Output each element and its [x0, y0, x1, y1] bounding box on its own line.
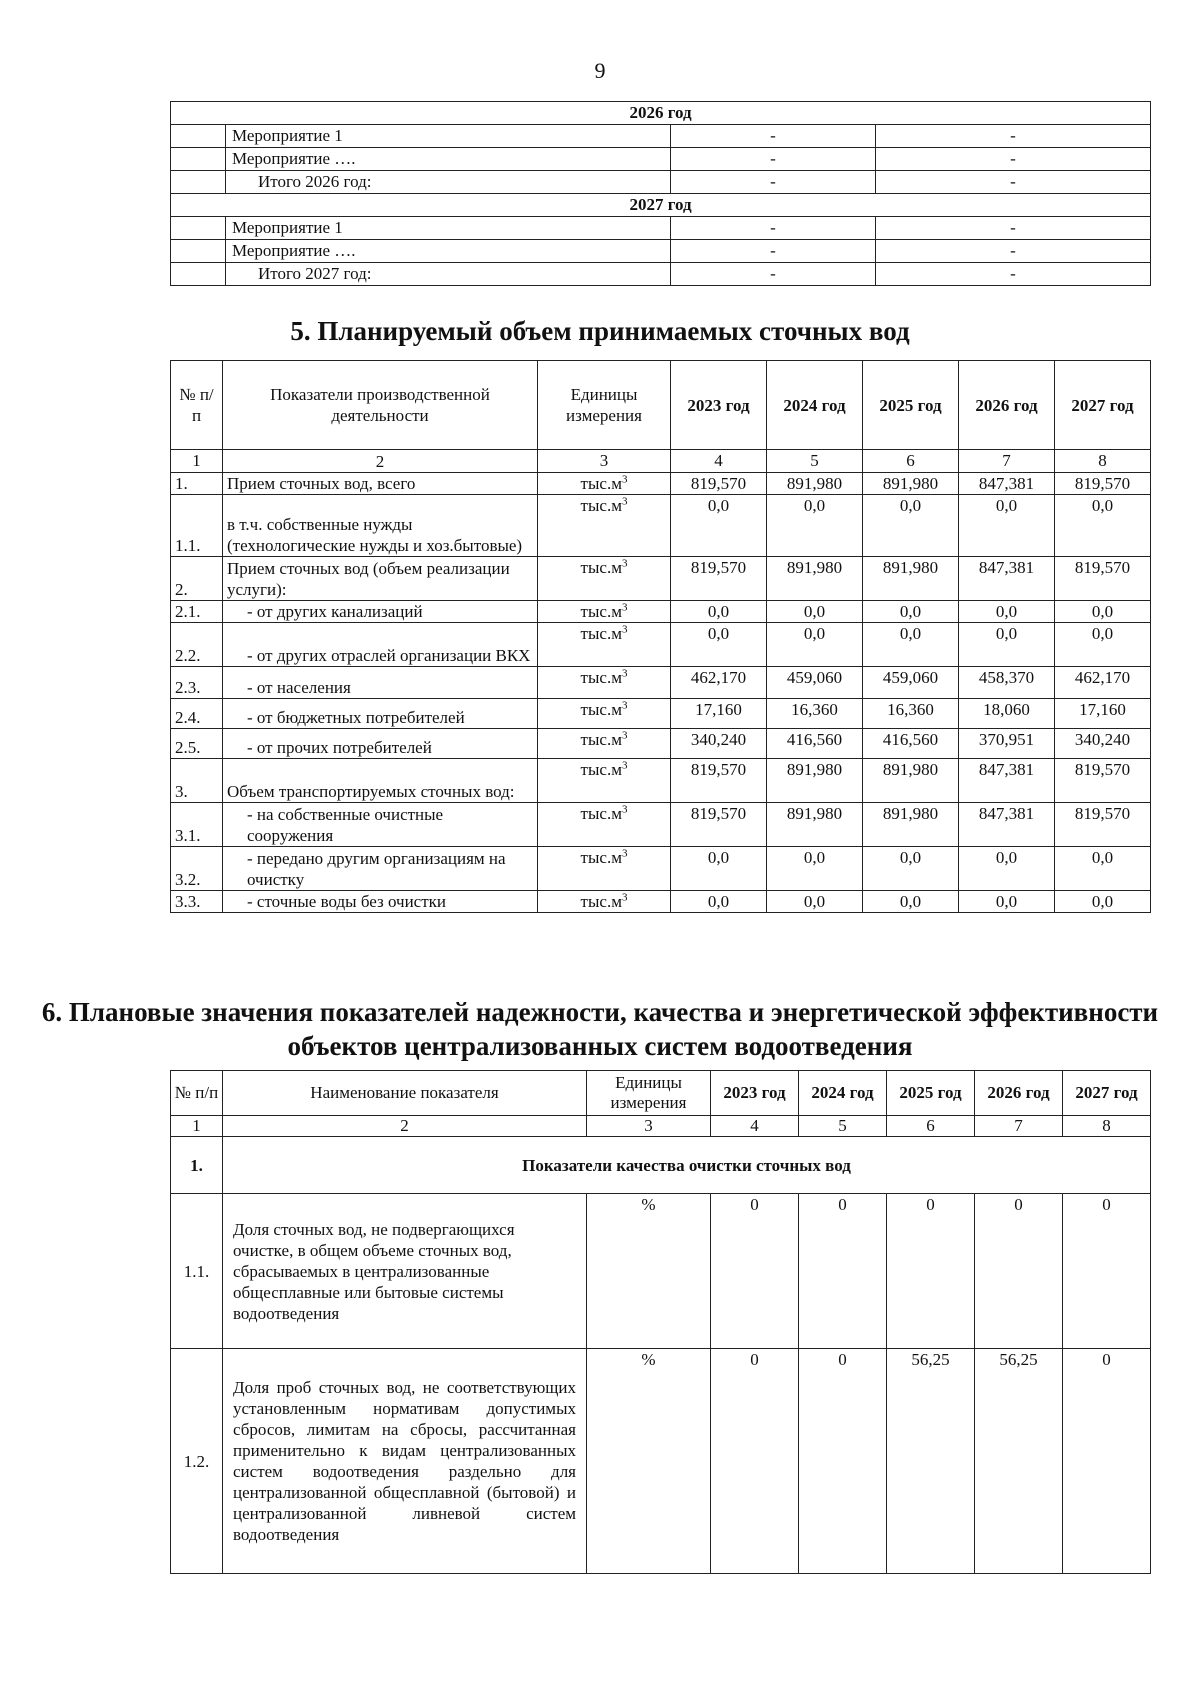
row-number: 1.2.: [171, 1349, 223, 1574]
value-cell: 16,360: [767, 699, 863, 729]
value-cell: 459,060: [863, 667, 959, 699]
value-cell: 0,0: [1055, 495, 1151, 557]
header-cell: № п/п: [171, 1071, 223, 1116]
indicator-label: - сточные воды без очистки: [223, 891, 538, 913]
column-number: 6: [887, 1116, 975, 1137]
value-cell: 819,570: [1055, 759, 1151, 803]
value-cell: 0,0: [863, 847, 959, 891]
table-row: [171, 240, 1151, 263]
column-number: 6: [863, 450, 959, 473]
table-row: [171, 803, 1151, 847]
table-header-row: [171, 1071, 1151, 1116]
table-row: [171, 495, 1151, 557]
unit-cell: [538, 495, 671, 557]
measures-table: [170, 101, 1151, 286]
unit-text: тыс.м: [580, 624, 622, 643]
table-row: [171, 729, 1151, 759]
unit-text: тыс.м: [580, 700, 622, 719]
measure-name: Мероприятие ….: [226, 240, 671, 263]
value-cell: 0,0: [863, 891, 959, 913]
value-cell: 16,360: [863, 699, 959, 729]
unit-exponent: 3: [621, 891, 628, 904]
value-cell: 18,060: [959, 699, 1055, 729]
indicators-table: [170, 1070, 1151, 1574]
value-cell: 0: [975, 1194, 1063, 1349]
table-row: [171, 1349, 1151, 1574]
value-cell: 0: [887, 1194, 975, 1349]
table-row: [171, 557, 1151, 601]
measure-name: Мероприятие 1: [226, 125, 671, 148]
header-cell: 2024 год: [767, 361, 863, 450]
value-cell: 891,980: [767, 803, 863, 847]
column-number-row: [171, 450, 1151, 473]
year-header-row: [171, 194, 1151, 217]
row-number: 2.: [171, 557, 223, 601]
year-header-row: [171, 102, 1151, 125]
table-row: [171, 759, 1151, 803]
value-cell: 370,951: [959, 729, 1055, 759]
column-number: 4: [671, 450, 767, 473]
value-cell: 17,160: [1055, 699, 1151, 729]
measure-value: -: [876, 240, 1151, 263]
value-cell: 0,0: [959, 891, 1055, 913]
value-cell: 0: [1063, 1349, 1151, 1574]
group-number: 1.: [171, 1137, 223, 1194]
unit-exponent: 3: [621, 667, 628, 680]
unit-cell: [538, 601, 671, 623]
indicator-label: - от других отраслей организации ВКХ: [223, 623, 538, 667]
column-number: 3: [587, 1116, 711, 1137]
measure-total: Итого 2026 год:: [226, 171, 671, 194]
table-row: [171, 847, 1151, 891]
unit-text: тыс.м: [580, 892, 622, 911]
unit-cell: [538, 667, 671, 699]
year-label: 2026 год: [171, 102, 1151, 125]
unit-cell: [538, 803, 671, 847]
row-number: 2.5.: [171, 729, 223, 759]
value-cell: 0,0: [767, 891, 863, 913]
unit-exponent: 3: [621, 623, 628, 636]
unit-exponent: 3: [621, 847, 628, 860]
value-cell: 458,370: [959, 667, 1055, 699]
value-cell: 0,0: [863, 495, 959, 557]
column-number: 5: [799, 1116, 887, 1137]
value-cell: 459,060: [767, 667, 863, 699]
measure-value: -: [876, 171, 1151, 194]
measure-name: Мероприятие ….: [226, 148, 671, 171]
header-cell: 2024 год: [799, 1071, 887, 1116]
unit-text: тыс.м: [580, 496, 622, 515]
row-number: 3.: [171, 759, 223, 803]
column-number: 2: [223, 1116, 587, 1137]
column-number: 7: [959, 450, 1055, 473]
value-cell: 819,570: [671, 557, 767, 601]
row-number: 3.1.: [171, 803, 223, 847]
row-number: 3.2.: [171, 847, 223, 891]
value-cell: 847,381: [959, 759, 1055, 803]
measure-total: Итого 2027 год:: [226, 263, 671, 286]
value-cell: 0,0: [959, 847, 1055, 891]
value-cell: 0,0: [767, 601, 863, 623]
table-row: [171, 623, 1151, 667]
value-cell: 0,0: [671, 495, 767, 557]
row-number: 2.2.: [171, 623, 223, 667]
column-number: 8: [1055, 450, 1151, 473]
header-cell: 2026 год: [975, 1071, 1063, 1116]
row-number: 2.4.: [171, 699, 223, 729]
table-row: [171, 125, 1151, 148]
value-cell: 0,0: [1055, 623, 1151, 667]
column-number: 4: [711, 1116, 799, 1137]
indicator-label: Объем транспортируемых сточных вод:: [223, 759, 538, 803]
column-number: 2: [223, 450, 538, 473]
indicator-label: - от населения: [223, 667, 538, 699]
section-6-title: 6. Плановые значения показателей надежности, качества и энергетической эффективности объектов централизованных систем водоотведения: [41, 997, 1159, 1061]
value-cell: 0,0: [863, 623, 959, 667]
indicator-label: - от бюджетных потребителей: [223, 699, 538, 729]
unit-cell: [538, 847, 671, 891]
measure-value: -: [671, 125, 876, 148]
indicator-name: Доля сточных вод, не подвергающихся очистке, в общем объеме сточных вод, сбрасываемых в централизованные общесплавные или бытовые системы водоотведения: [223, 1194, 587, 1349]
value-cell: 0: [711, 1349, 799, 1574]
row-number: 1.1.: [171, 495, 223, 557]
value-cell: 0,0: [959, 495, 1055, 557]
value-cell: 0,0: [863, 601, 959, 623]
row-number: 1.1.: [171, 1194, 223, 1349]
unit-cell: %: [587, 1349, 711, 1574]
measure-value: -: [671, 217, 876, 240]
header-cell: № п/п: [171, 361, 223, 450]
value-cell: 462,170: [671, 667, 767, 699]
value-cell: 847,381: [959, 473, 1055, 495]
header-cell: 2025 год: [887, 1071, 975, 1116]
table-row: [171, 601, 1151, 623]
value-cell: 56,25: [887, 1349, 975, 1574]
value-cell: 0,0: [671, 891, 767, 913]
measure-value: -: [876, 148, 1151, 171]
row-number: 2.1.: [171, 601, 223, 623]
value-cell: 847,381: [959, 803, 1055, 847]
wastewater-volume-table: [170, 360, 1151, 913]
unit-text: тыс.м: [580, 474, 622, 493]
unit-text: тыс.м: [580, 602, 622, 621]
unit-exponent: 3: [621, 557, 628, 570]
measure-name: Мероприятие 1: [226, 217, 671, 240]
unit-text: тыс.м: [580, 760, 622, 779]
column-number-row: [171, 1116, 1151, 1137]
year-label: 2027 год: [171, 194, 1151, 217]
group-title: Показатели качества очистки сточных вод: [223, 1137, 1151, 1194]
row-number: 2.3.: [171, 667, 223, 699]
value-cell: 891,980: [863, 803, 959, 847]
value-cell: 891,980: [863, 557, 959, 601]
table-row: [171, 699, 1151, 729]
measure-value: -: [671, 263, 876, 286]
table-row: [171, 217, 1151, 240]
value-cell: 0,0: [767, 847, 863, 891]
unit-cell: %: [587, 1194, 711, 1349]
unit-exponent: 3: [621, 699, 628, 712]
measure-value: -: [671, 171, 876, 194]
table-row: [171, 667, 1151, 699]
value-cell: 819,570: [1055, 803, 1151, 847]
measure-value: -: [876, 263, 1151, 286]
value-cell: 891,980: [767, 473, 863, 495]
value-cell: 847,381: [959, 557, 1055, 601]
value-cell: 0,0: [767, 623, 863, 667]
value-cell: 17,160: [671, 699, 767, 729]
table-row: [171, 171, 1151, 194]
column-number: 5: [767, 450, 863, 473]
header-cell: Единицы измерения: [587, 1071, 711, 1116]
row-number: 3.3.: [171, 891, 223, 913]
section-5-title: 5. Планируемый объем принимаемых сточных вод: [290, 316, 910, 346]
value-cell: 416,560: [863, 729, 959, 759]
value-cell: 462,170: [1055, 667, 1151, 699]
page-number: 9: [594, 58, 606, 83]
indicator-label: - от других канализаций: [223, 601, 538, 623]
table-row: [171, 473, 1151, 495]
value-cell: 819,570: [671, 473, 767, 495]
value-cell: 891,980: [767, 759, 863, 803]
value-cell: 0,0: [959, 623, 1055, 667]
value-cell: 0,0: [671, 847, 767, 891]
indicator-label: - от прочих потребителей: [223, 729, 538, 759]
row-number: 1.: [171, 473, 223, 495]
column-number: 1: [171, 450, 223, 473]
value-cell: 891,980: [863, 759, 959, 803]
header-cell: 2023 год: [711, 1071, 799, 1116]
table-row: [171, 263, 1151, 286]
value-cell: 56,25: [975, 1349, 1063, 1574]
unit-exponent: 3: [621, 803, 628, 816]
value-cell: 891,980: [767, 557, 863, 601]
measure-value: -: [671, 148, 876, 171]
indicator-label: Прием сточных вод, всего: [223, 473, 538, 495]
header-cell: 2026 год: [959, 361, 1055, 450]
value-cell: 819,570: [1055, 473, 1151, 495]
group-row: [171, 1137, 1151, 1194]
unit-cell: [538, 557, 671, 601]
header-cell: Наименование показателя: [223, 1071, 587, 1116]
value-cell: 416,560: [767, 729, 863, 759]
header-cell: 2025 год: [863, 361, 959, 450]
indicator-label: - на собственные очистные сооружения: [223, 803, 538, 847]
value-cell: 891,980: [863, 473, 959, 495]
indicator-label: Прием сточных вод (объем реализации услуги):: [223, 557, 538, 601]
unit-exponent: 3: [621, 729, 628, 742]
value-cell: 0,0: [671, 601, 767, 623]
value-cell: 0: [711, 1194, 799, 1349]
unit-exponent: 3: [621, 601, 628, 614]
value-cell: 0: [799, 1349, 887, 1574]
value-cell: 0,0: [1055, 601, 1151, 623]
header-cell: 2023 год: [671, 361, 767, 450]
unit-text: тыс.м: [580, 848, 622, 867]
value-cell: 0,0: [1055, 847, 1151, 891]
value-cell: 0: [799, 1194, 887, 1349]
indicator-label: - передано другим организациям на очистку: [223, 847, 538, 891]
column-number: 8: [1063, 1116, 1151, 1137]
unit-cell: [538, 891, 671, 913]
column-number: 1: [171, 1116, 223, 1137]
value-cell: 819,570: [671, 803, 767, 847]
column-number: 7: [975, 1116, 1063, 1137]
value-cell: 819,570: [671, 759, 767, 803]
value-cell: 0,0: [767, 495, 863, 557]
unit-text: тыс.м: [580, 804, 622, 823]
value-cell: 340,240: [671, 729, 767, 759]
unit-cell: [538, 759, 671, 803]
value-cell: 340,240: [1055, 729, 1151, 759]
unit-cell: [538, 729, 671, 759]
unit-exponent: 3: [621, 473, 628, 486]
table-row: [171, 148, 1151, 171]
table-header-row: [171, 361, 1151, 450]
unit-text: тыс.м: [580, 558, 622, 577]
value-cell: 0,0: [671, 623, 767, 667]
indicator-name: Доля проб сточных вод, не соответствующих установленным нормативам допустимых сбросов, лимитам на сбросы, рассчитанная применительно к видам централизованных систем водоотведения раздельно для централизованной общесплавной (бытовой) и централизованной ливневой систем водоотведения: [223, 1349, 587, 1574]
header-cell: Единицы измерения: [538, 361, 671, 450]
unit-cell: [538, 473, 671, 495]
header-cell: 2027 год: [1063, 1071, 1151, 1116]
header-cell: 2027 год: [1055, 361, 1151, 450]
measure-value: -: [671, 240, 876, 263]
value-cell: 0,0: [959, 601, 1055, 623]
measure-value: -: [876, 125, 1151, 148]
column-number: 3: [538, 450, 671, 473]
value-cell: 819,570: [1055, 557, 1151, 601]
unit-exponent: 3: [621, 759, 628, 772]
value-cell: 0: [1063, 1194, 1151, 1349]
measure-value: -: [876, 217, 1151, 240]
indicator-label: в т.ч. собственные нужды (технологические нужды и хоз.бытовые): [223, 495, 538, 557]
unit-text: тыс.м: [580, 668, 622, 687]
unit-cell: [538, 623, 671, 667]
unit-text: тыс.м: [580, 730, 622, 749]
table-row: [171, 891, 1151, 913]
header-cell: Показатели производственной деятельности: [223, 361, 538, 450]
table-row: [171, 1194, 1151, 1349]
unit-cell: [538, 699, 671, 729]
value-cell: 0,0: [1055, 891, 1151, 913]
unit-exponent: 3: [621, 495, 628, 508]
